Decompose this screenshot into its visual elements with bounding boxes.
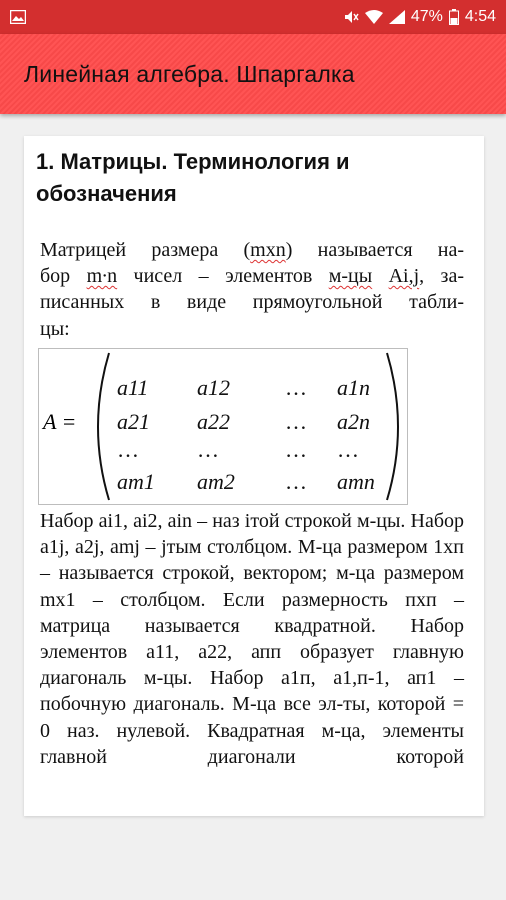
mute-icon bbox=[343, 9, 359, 25]
matrix-cell: … bbox=[337, 437, 359, 462]
clock: 4:54 bbox=[464, 8, 496, 25]
app-bar bbox=[0, 34, 506, 114]
paragraph-terminology: Набор ai1, ai2, ain – наз iтой строкой м-цы. Набор a1j, a2j, amj – jтым столбцом. М-ца размером 1хп – называется строкой, вектором; м-ца размером mx1 – столбцом. Если размерность пхп – матрица называется квадратной. Набор элементов а11, а22, апп образует главную диагональ м-цы. Набор а1п, а1,п-1, ап1 – побочную диагональ. М-ца все эл-ты, которой = 0 наз. нулевой. Квадратная м-ца, элементы главной диагонали которой bbox=[40, 510, 464, 768]
matrix-cell: a22 bbox=[197, 409, 230, 434]
signal-icon bbox=[389, 10, 405, 24]
wifi-icon bbox=[365, 10, 383, 24]
battery-level: 47% bbox=[410, 8, 443, 25]
matrix-cell: amn bbox=[337, 469, 375, 494]
matrix-cell: … bbox=[197, 437, 219, 462]
image-icon bbox=[10, 10, 26, 24]
app-title: Линейная алгебра. Шпаргалка bbox=[24, 60, 355, 87]
content-card[interactable] bbox=[24, 136, 484, 816]
matrix-cell: am2 bbox=[197, 469, 235, 494]
matrix-cell: a21 bbox=[117, 409, 150, 434]
matrix-cell: … bbox=[285, 437, 307, 462]
matrix-cell: … bbox=[285, 469, 307, 494]
matrix-lhs: A = bbox=[43, 409, 77, 434]
battery-icon bbox=[449, 9, 459, 25]
paragraph-definition: Матрицей размера (mxn) называется на- бор m∙n чисел – элементов м-цы Ai,j, за- писанных в виде прямоугольной табли- цы: bbox=[40, 239, 464, 340]
matrix-cell: … bbox=[117, 437, 139, 462]
status-bar bbox=[0, 0, 506, 34]
matrix-cell: … bbox=[285, 375, 307, 400]
matrix-cell: am1 bbox=[117, 469, 155, 494]
matrix-cell: … bbox=[285, 409, 307, 434]
section-title: 1. Матрицы. Терминология и обозначения bbox=[36, 149, 350, 206]
matrix-cell: a2n bbox=[337, 409, 370, 434]
matrix-cell: a11 bbox=[117, 375, 149, 400]
matrix-cell: a1n bbox=[337, 375, 370, 400]
matrix-cell: a12 bbox=[197, 375, 230, 400]
matrix-image bbox=[38, 348, 408, 505]
